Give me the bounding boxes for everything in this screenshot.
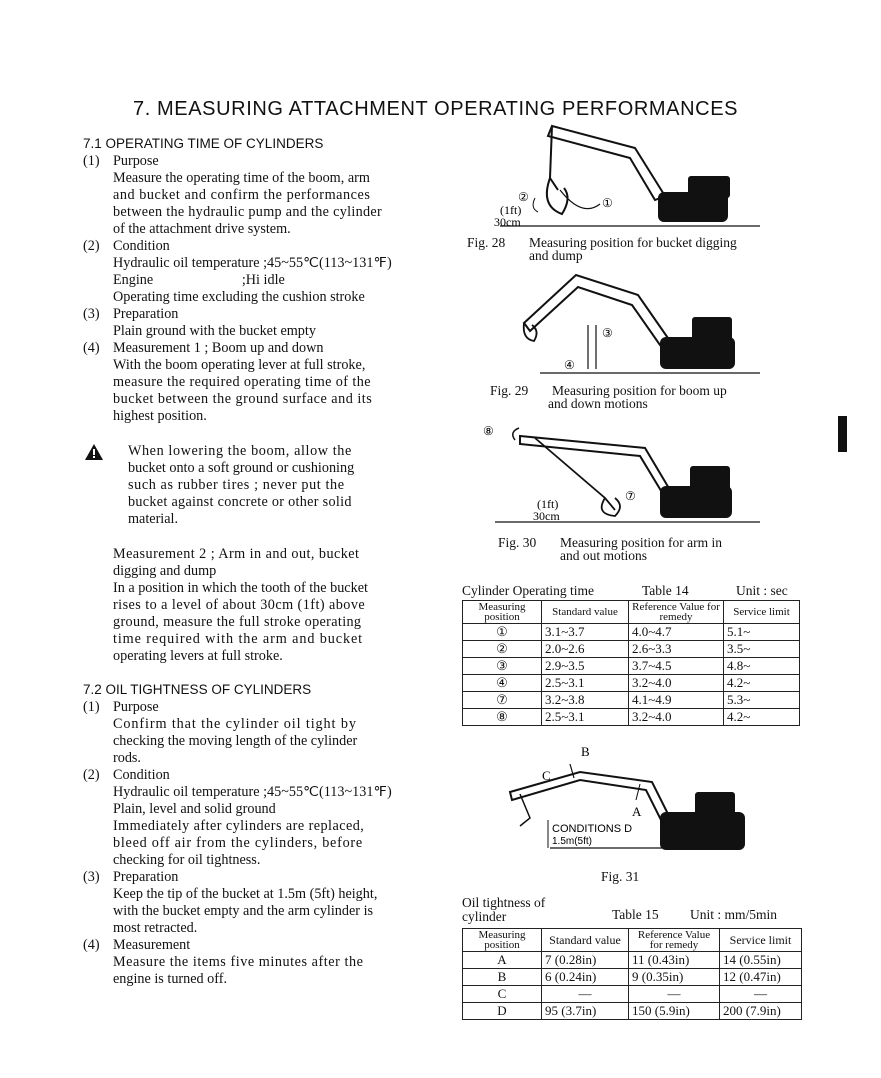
table-14-caption <box>462 584 802 598</box>
table15-cell: 150 (5.9in) <box>629 1003 720 1020</box>
fig28-label-cm: 30cm <box>494 215 521 229</box>
purpose-line: between the hydraulic pump and the cylinder <box>113 204 382 220</box>
fig31-callout-c: C <box>542 768 551 783</box>
fig28-text: and dump <box>529 248 583 263</box>
table14-cell: ① <box>463 624 542 641</box>
table-14 <box>462 600 800 726</box>
table14-header: Service limit <box>724 601 800 624</box>
table15-cell: B <box>463 969 542 986</box>
measurement-line: engine is turned off. <box>113 971 227 987</box>
measurement-number: (4) <box>83 937 100 953</box>
section-7-1-title: OPERATING TIME OF CYLINDERS <box>105 136 324 151</box>
warning-line: When lowering the boom, allow the <box>128 443 352 459</box>
table15-cell: 14 (0.55in) <box>720 952 802 969</box>
fig29-callout-4: ④ <box>564 358 575 372</box>
fig30-text: and out motions <box>560 548 647 563</box>
table14-cell: 4.2~ <box>724 709 800 726</box>
table15-header: Measuring position <box>463 929 542 952</box>
measurement-number: (4) <box>83 340 100 356</box>
table14-cell: ⑦ <box>463 692 542 709</box>
table15-cell: 7 (0.28in) <box>542 952 629 969</box>
condition-line: Engine ;Hi idle <box>113 272 285 288</box>
table15-header: Reference Value for remedy <box>629 929 720 952</box>
table14-cell: ⑧ <box>463 709 542 726</box>
table15-caption-mid: Table 15 <box>612 907 659 922</box>
section-7-2-title: OIL TIGHTNESS OF CYLINDERS <box>105 682 312 697</box>
warning-line: material. <box>128 511 179 527</box>
preparation-line: Plain ground with the bucket empty <box>113 323 316 339</box>
fig28-label-ft: (1ft) <box>500 203 522 217</box>
fig29-text: Measuring position for boom up <box>552 383 727 398</box>
table14-cell: 4.2~ <box>724 675 800 692</box>
fig28-label: Fig. 28 <box>467 235 506 250</box>
measurement-2-line: time required with the arm and bucket <box>113 631 363 647</box>
purpose-line: of the attachment drive system. <box>113 221 291 237</box>
table14-row <box>463 624 800 641</box>
measurement-line: bucket between the ground surface and its <box>113 391 373 407</box>
condition-number: (2) <box>83 238 100 254</box>
fig30-label-cm: 30cm <box>533 509 560 523</box>
table14-row <box>463 675 800 692</box>
table14-row <box>463 692 800 709</box>
warning-line: bucket against concrete or other solid <box>128 494 352 510</box>
table14-cell: 4.1~4.9 <box>629 692 724 709</box>
figure-28-excavator <box>490 118 775 230</box>
section-7-2-number: 7.2 <box>83 682 102 697</box>
figure-29-excavator <box>510 265 775 377</box>
table14-cell: 2.5~3.1 <box>542 675 629 692</box>
table14-cell: 3.2~4.0 <box>629 709 724 726</box>
measurement-line: With the boom operating lever at full stroke, <box>113 357 366 373</box>
purpose-heading: Purpose <box>113 153 159 169</box>
table14-caption-left: Cylinder Operating time <box>462 583 594 598</box>
figure-31-excavator <box>500 744 780 856</box>
table15-caption-left2: cylinder <box>462 909 507 924</box>
fig28-callout-2: ② <box>518 190 529 204</box>
section-7-1-number: 7.1 <box>83 136 102 151</box>
preparation-line: Keep the tip of the bucket at 1.5m (5ft) height, <box>113 886 378 902</box>
table15-cell: — <box>542 986 629 1003</box>
table15-header: Service limit <box>720 929 802 952</box>
table15-row <box>463 969 802 986</box>
table14-cell: 3.2~4.0 <box>629 675 724 692</box>
table14-row <box>463 641 800 658</box>
preparation-line: most retracted. <box>113 920 198 936</box>
preparation-line: with the bucket empty and the arm cylinder is <box>113 903 374 919</box>
measurement-2-line: Measurement 2 ; Arm in and out, bucket <box>113 546 360 562</box>
measurement-line: measure the required operating time of the <box>113 374 371 390</box>
preparation-number: (3) <box>83 869 100 885</box>
condition-line: Operating time excluding the cushion stroke <box>113 289 365 305</box>
condition-heading: Condition <box>113 767 170 783</box>
measurement-2-line: rises to a level of about 30cm (1ft) above <box>113 597 366 613</box>
preparation-heading: Preparation <box>113 869 179 885</box>
fig31-label: Fig. 31 <box>601 869 640 884</box>
table14-cell: 2.5~3.1 <box>542 709 629 726</box>
table14-cell: ③ <box>463 658 542 675</box>
figure-30-excavator <box>475 418 770 526</box>
measurement-2-line: digging and dump <box>113 563 217 579</box>
table14-cell: ④ <box>463 675 542 692</box>
table14-cell: ② <box>463 641 542 658</box>
fig31-callout-a: A <box>632 804 642 819</box>
fig30-callout-8: ⑧ <box>483 424 494 438</box>
purpose-number: (1) <box>83 699 100 715</box>
table15-cell: — <box>720 986 802 1003</box>
table14-cell: 3.5~ <box>724 641 800 658</box>
table14-cell: 5.3~ <box>724 692 800 709</box>
table-15 <box>462 928 802 1020</box>
table15-cell: 11 (0.43in) <box>629 952 720 969</box>
table15-header: Standard value <box>542 929 629 952</box>
measurement-2-line: operating levers at full stroke. <box>113 648 283 664</box>
condition-line: Immediately after cylinders are replaced, <box>113 818 365 834</box>
warning-line: bucket onto a soft ground or cushioning <box>128 460 355 476</box>
table14-header: Standard value <box>542 601 629 624</box>
table14-row <box>463 658 800 675</box>
section-tab-marker <box>838 416 847 452</box>
table14-cell: 2.6~3.3 <box>629 641 724 658</box>
table14-cell: 3.1~3.7 <box>542 624 629 641</box>
purpose-line: rods. <box>113 750 141 766</box>
table14-cell: 3.7~4.5 <box>629 658 724 675</box>
condition-line: Hydraulic oil temperature ;45~55℃(113~131℉) <box>113 255 392 271</box>
table14-cell: 5.1~ <box>724 624 800 641</box>
table15-cell: — <box>629 986 720 1003</box>
table15-caption-left1: Oil tightness of <box>462 895 546 910</box>
table14-header: Measuring position <box>463 601 542 624</box>
fig31-height: 1.5m(5ft) <box>552 836 593 847</box>
preparation-heading: Preparation <box>113 306 179 322</box>
measurement-2-line: In a position in which the tooth of the bucket <box>113 580 368 596</box>
preparation-number: (3) <box>83 306 100 322</box>
fig31-conditions: CONDITIONS D <box>552 823 633 835</box>
fig29-text: and down motions <box>548 396 648 411</box>
section-7-2-heading <box>83 682 311 697</box>
table15-cell: 9 (0.35in) <box>629 969 720 986</box>
table14-cell: 2.0~2.6 <box>542 641 629 658</box>
page-title: 7. MEASURING ATTACHMENT OPERATING PERFORMANCES <box>133 98 739 120</box>
condition-heading: Condition <box>113 238 170 254</box>
fig30-callout-7: ⑦ <box>625 489 636 503</box>
purpose-line: and bucket and confirm the performances <box>113 187 371 203</box>
figure-28-caption <box>467 235 737 263</box>
condition-line: checking for oil tightness. <box>113 852 261 868</box>
measurement-line: Measure the items five minutes after the <box>113 954 364 970</box>
table15-row <box>463 952 802 969</box>
table14-header: Reference Value for remedy <box>629 601 724 624</box>
fig30-label: Fig. 30 <box>498 535 537 550</box>
table15-cell: A <box>463 952 542 969</box>
purpose-line: Confirm that the cylinder oil tight by <box>113 716 357 732</box>
fig29-label: Fig. 29 <box>490 383 529 398</box>
condition-number: (2) <box>83 767 100 783</box>
table15-caption-right: Unit : mm/5min <box>690 907 778 922</box>
fig30-label-ft: (1ft) <box>537 497 559 511</box>
fig30-text: Measuring position for arm in <box>560 535 722 550</box>
purpose-line: Measure the operating time of the boom, arm <box>113 170 370 186</box>
purpose-number: (1) <box>83 153 100 169</box>
fig31-callout-b: B <box>581 744 590 759</box>
measurement-line: highest position. <box>113 408 207 424</box>
table15-cell: 6 (0.24in) <box>542 969 629 986</box>
condition-line: bleed off air from the cylinders, before <box>113 835 363 851</box>
table14-caption-right: Unit : sec <box>736 583 788 598</box>
table15-cell: D <box>463 1003 542 1020</box>
purpose-heading: Purpose <box>113 699 159 715</box>
purpose-line: checking the moving length of the cylinder <box>113 733 358 749</box>
table15-row <box>463 1003 802 1020</box>
table14-cell: 4.8~ <box>724 658 800 675</box>
warning-line: such as rubber tires ; never put the <box>128 477 345 493</box>
table14-cell: 2.9~3.5 <box>542 658 629 675</box>
measurement-heading: Measurement 1 ; Boom up and down <box>113 340 324 356</box>
condition-line: Hydraulic oil temperature ;45~55℃(113~131℉) <box>113 784 392 800</box>
fig29-callout-3: ③ <box>602 326 613 340</box>
table15-cell: 95 (3.7in) <box>542 1003 629 1020</box>
table14-row <box>463 709 800 726</box>
section-7-1-heading <box>83 136 323 151</box>
fig28-text: Measuring position for bucket digging <box>529 235 737 250</box>
fig28-callout-1: ① <box>602 196 613 210</box>
warning-icon <box>84 443 104 461</box>
table14-cell: 4.0~4.7 <box>629 624 724 641</box>
table15-cell: 12 (0.47in) <box>720 969 802 986</box>
table15-cell: C <box>463 986 542 1003</box>
table14-caption-mid: Table 14 <box>642 583 689 598</box>
measurement-2-line: ground, measure the full stroke operating <box>113 614 362 630</box>
measurement-heading: Measurement <box>113 937 191 953</box>
table15-cell: 200 (7.9in) <box>720 1003 802 1020</box>
figure-30-caption <box>498 535 722 563</box>
condition-line: Plain, level and solid ground <box>113 801 276 817</box>
table14-cell: 3.2~3.8 <box>542 692 629 709</box>
figure-29-caption <box>490 383 727 411</box>
table15-row <box>463 986 802 1003</box>
